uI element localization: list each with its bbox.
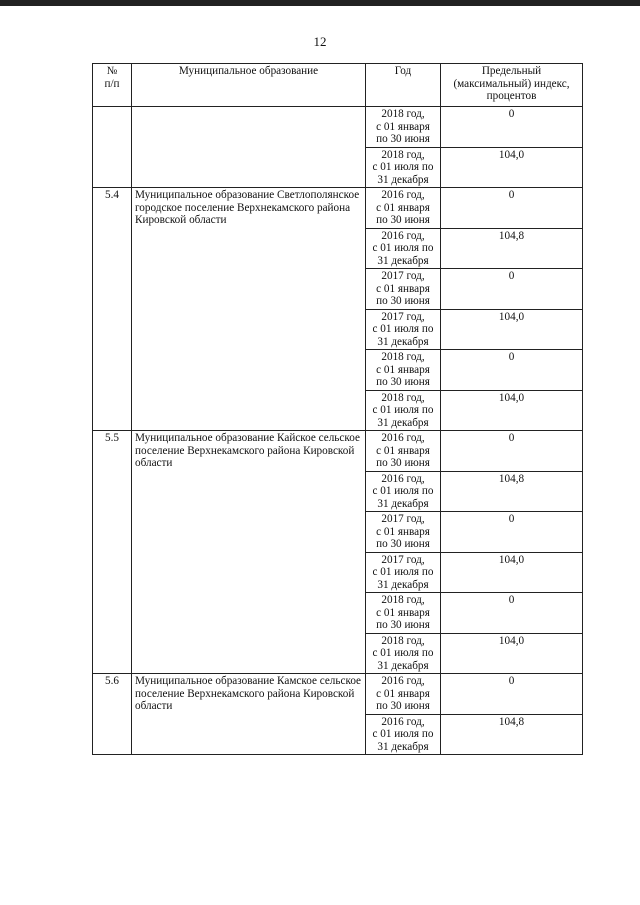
period-cell: 2018 год, с 01 июля по 31 декабря	[366, 633, 441, 674]
table-row	[93, 188, 583, 229]
row-number	[93, 107, 132, 188]
period-cell: 2016 год, с 01 января по 30 июня	[366, 431, 441, 472]
period-cell: 2016 год, с 01 июля по 31 декабря	[366, 471, 441, 512]
period-cell: 2017 год, с 01 января по 30 июня	[366, 269, 441, 310]
header-municipality: Муниципальное образование	[132, 64, 366, 107]
row-number: 5.6	[93, 674, 132, 755]
period-cell: 2018 год, с 01 июля по 31 декабря	[366, 390, 441, 431]
municipality-name: Муниципальное образование Кайское сельское поселение Верхнекамского района Кировской области	[132, 431, 366, 674]
index-value: 104,0	[441, 633, 583, 674]
header-index: Предельный (максимальный) индекс, процентов	[441, 64, 583, 107]
table-row	[93, 107, 583, 148]
period-cell: 2016 год, с 01 января по 30 июня	[366, 674, 441, 715]
period-cell: 2018 год, с 01 января по 30 июня	[366, 107, 441, 148]
row-number: 5.4	[93, 188, 132, 431]
index-value: 0	[441, 350, 583, 391]
index-value: 104,8	[441, 471, 583, 512]
index-value: 104,0	[441, 309, 583, 350]
municipality-name: Муниципальное образование Камское сельское поселение Верхнекамского района Кировской области	[132, 674, 366, 755]
index-value: 0	[441, 431, 583, 472]
tariff-index-table	[92, 63, 583, 755]
period-cell: 2016 год, с 01 января по 30 июня	[366, 188, 441, 229]
page-top-edge	[0, 0, 640, 6]
period-cell: 2016 год, с 01 июля по 31 декабря	[366, 228, 441, 269]
period-cell: 2017 год, с 01 июля по 31 декабря	[366, 552, 441, 593]
index-value: 0	[441, 269, 583, 310]
index-value: 104,8	[441, 714, 583, 755]
index-value: 104,0	[441, 147, 583, 188]
table-header-row	[93, 64, 583, 107]
table-row	[93, 431, 583, 472]
page-number: 12	[313, 34, 327, 49]
municipality-name	[132, 107, 366, 188]
period-cell: 2018 год, с 01 июля по 31 декабря	[366, 147, 441, 188]
table-body	[93, 107, 583, 755]
index-value: 104,0	[441, 552, 583, 593]
period-cell: 2018 год, с 01 января по 30 июня	[366, 350, 441, 391]
index-value: 0	[441, 188, 583, 229]
index-value: 0	[441, 593, 583, 634]
header-number: № п/п	[93, 64, 132, 107]
period-cell: 2016 год, с 01 июля по 31 декабря	[366, 714, 441, 755]
period-cell: 2017 год, с 01 января по 30 июня	[366, 512, 441, 553]
header-year: Год	[366, 64, 441, 107]
municipality-name: Муниципальное образование Светлополянское городское поселение Верхнекамского района Кировской области	[132, 188, 366, 431]
period-cell: 2018 год, с 01 января по 30 июня	[366, 593, 441, 634]
table-row	[93, 674, 583, 715]
period-cell: 2017 год, с 01 июля по 31 декабря	[366, 309, 441, 350]
row-number: 5.5	[93, 431, 132, 674]
index-value: 104,8	[441, 228, 583, 269]
index-value: 0	[441, 107, 583, 148]
index-value: 0	[441, 674, 583, 715]
index-value: 104,0	[441, 390, 583, 431]
index-value: 0	[441, 512, 583, 553]
